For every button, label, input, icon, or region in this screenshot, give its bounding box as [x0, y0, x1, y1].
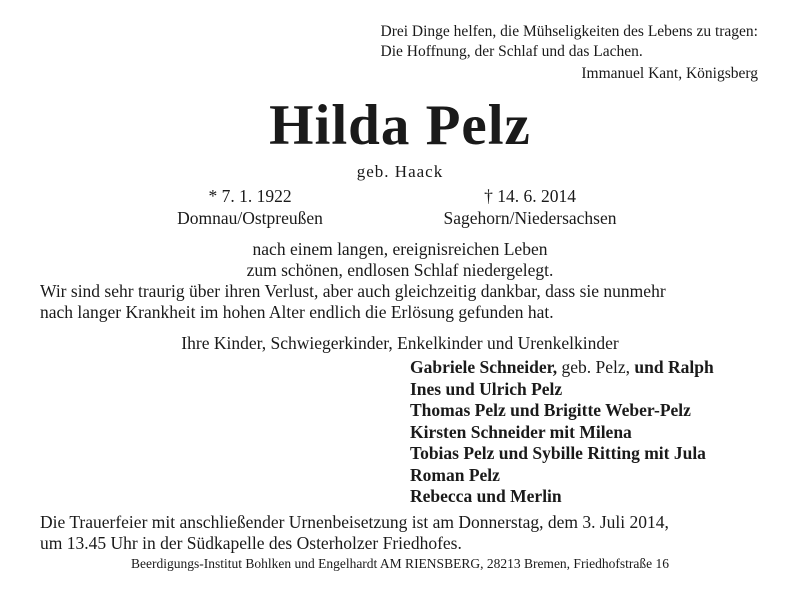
relatives-list	[410, 357, 714, 508]
relative-note: geb. Pelz,	[557, 357, 635, 377]
death-place: Sagehorn/Niedersachsen	[443, 208, 617, 228]
family-line: Ihre Kinder, Schwiegerkinder, Enkelkinder und Urenkelkinder	[181, 333, 619, 353]
birth-info	[120, 185, 380, 229]
relative-partner: und Ralph	[634, 357, 714, 377]
death-date: † 14. 6. 2014	[484, 186, 576, 206]
maiden-name: geb. Haack	[356, 162, 444, 181]
funeral-line: um 13.45 Uhr in der Südkapelle des Osterholzer Friedhofes.	[40, 533, 462, 553]
birth-date: * 7. 1. 1922	[208, 186, 292, 206]
relative-entry: Kirsten Schneider mit Milena	[410, 421, 632, 442]
birth-place: Domnau/Ostpreußen	[177, 208, 323, 228]
quote-line: Die Hoffnung, der Schlaf und das Lachen.	[380, 43, 643, 60]
relative-entry: Roman Pelz	[410, 464, 500, 485]
relative-entry: Thomas Pelz und Brigitte Weber-Pelz	[410, 400, 691, 420]
relative-entry: Tobias Pelz und Sybille Ritting mit Jula	[410, 443, 706, 463]
message-paragraph	[40, 281, 666, 323]
intro-line: zum schönen, endlosen Schlaf niedergelegt.	[246, 260, 554, 280]
message-line: Wir sind sehr traurig über ihren Verlust, aber auch gleichzeitig dankbar, dass sie nunmehr	[40, 281, 666, 301]
intro-text	[0, 239, 800, 281]
deceased-name: Hilda Pelz	[269, 94, 531, 157]
quote-line: Drei Dinge helfen, die Mühseligkeiten des Lebens zu tragen:	[380, 23, 758, 40]
relative-entry	[410, 357, 714, 379]
funeral-line: Die Trauerfeier mit anschließender Urnenbeisetzung ist am Donnerstag, dem 3. Juli 2014,	[40, 512, 669, 532]
relative-name: Gabriele Schneider,	[410, 357, 558, 377]
message-line: nach langer Krankheit im hohen Alter endlich die Erlösung gefunden hat.	[40, 302, 554, 322]
relative-entry: Ines und Ulrich Pelz	[410, 378, 563, 399]
funeral-home-footer: Beerdigungs-Institut Bohlken und Engelhardt AM RIENSBERG, 28213 Bremen, Friedhofstraße 16	[130, 556, 670, 571]
funeral-info	[40, 512, 669, 554]
epigraph-quote	[381, 22, 758, 62]
intro-line: nach einem langen, ereignisreichen Leben	[252, 239, 548, 259]
relative-entry: Rebecca und Merlin	[410, 486, 562, 506]
quote-author: Immanuel Kant, Königsberg	[581, 65, 758, 82]
death-info	[400, 185, 660, 229]
